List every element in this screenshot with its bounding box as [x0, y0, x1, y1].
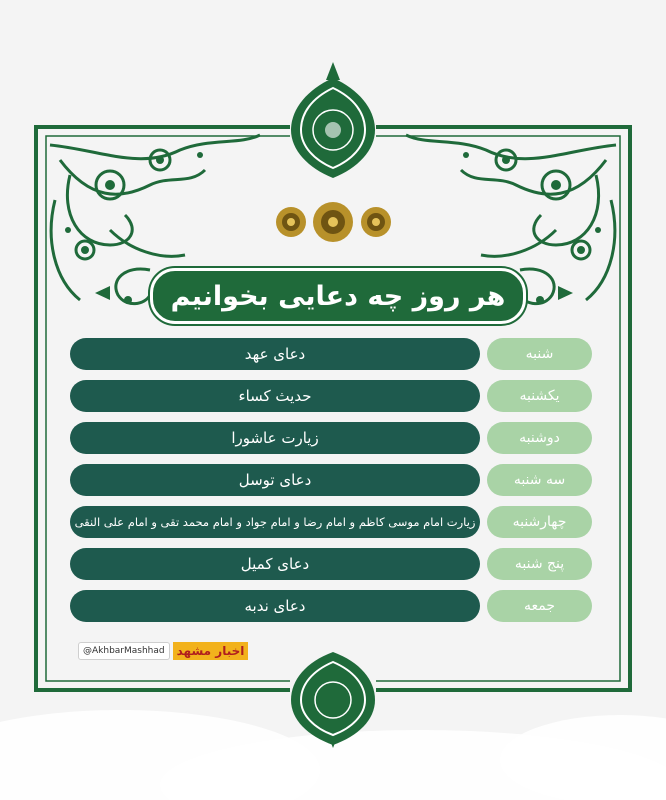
page-title: هر روز چه دعایی بخوانیم	[170, 280, 506, 312]
prayer-label: دعای توسل	[70, 464, 480, 496]
schedule-row	[70, 506, 592, 538]
prayer-label: دعای کمیل	[70, 548, 480, 580]
prayer-label: دعای عهد	[70, 338, 480, 370]
day-label: سه شنبه	[487, 464, 592, 496]
schedule-row	[70, 590, 592, 622]
title-banner	[150, 268, 526, 324]
gold-rosettes	[276, 202, 391, 242]
schedule-row	[70, 464, 592, 496]
source-credit	[78, 642, 248, 660]
prayer-label: دعای ندبه	[70, 590, 480, 622]
day-label: چهارشنبه	[487, 506, 592, 538]
schedule-row	[70, 422, 592, 454]
social-handle: @AkhbarMashhad	[78, 642, 170, 660]
brand-logo: اخبار مشهد	[173, 642, 249, 660]
day-label: پنج شنبه	[487, 548, 592, 580]
day-label: دوشنبه	[487, 422, 592, 454]
prayer-label: حدیث کساء	[70, 380, 480, 412]
day-label: جمعه	[487, 590, 592, 622]
prayer-label: زیارت عاشورا	[70, 422, 480, 454]
schedule-row	[70, 338, 592, 370]
day-label: شنبه	[487, 338, 592, 370]
day-label: یکشنبه	[487, 380, 592, 412]
top-medallion	[291, 62, 375, 178]
schedule-row	[70, 380, 592, 412]
schedule-row	[70, 548, 592, 580]
prayer-label: زیارت امام موسی کاظم و امام رضا و امام جواد و امام محمد تقی و امام علی النقی	[70, 506, 480, 538]
